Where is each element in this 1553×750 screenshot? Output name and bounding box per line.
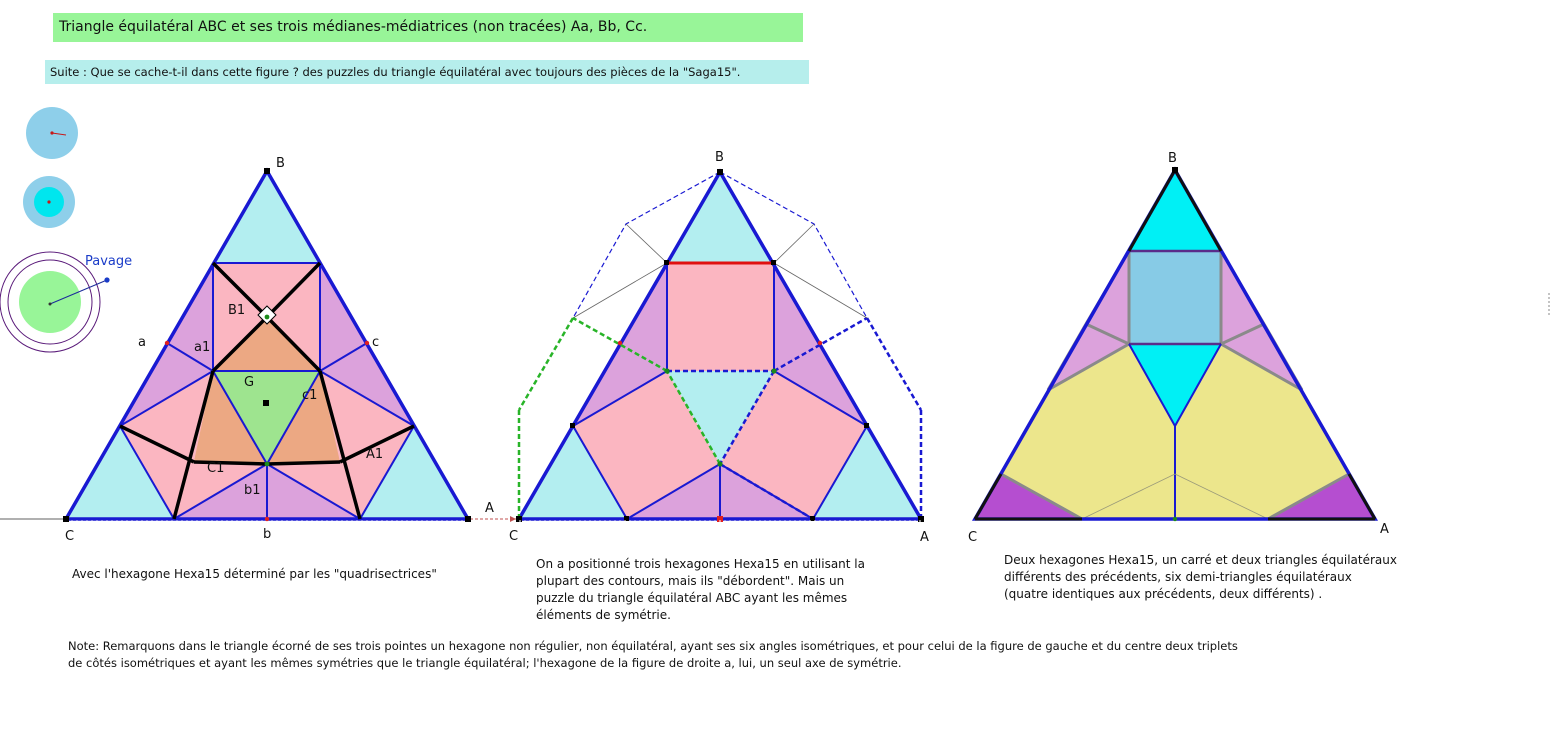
pavage-label: Pavage	[85, 254, 133, 269]
middle-caption	[536, 556, 876, 624]
label-b: b	[263, 527, 272, 542]
label-C-mid: C	[509, 529, 519, 544]
label-A-mid: A	[920, 530, 929, 545]
right-caption-line: (quatre identiques aux précédents, deux différents) .	[1004, 587, 1323, 601]
tool-slider-red[interactable]	[26, 107, 78, 159]
label-B-mid: B	[715, 150, 724, 165]
corner-triangle-B	[213, 171, 320, 263]
note-line: de côtés isométriques et ayant les mêmes symétries que le triangle équilatéral; l'hexagone de la figure de droite a, lui, un seul axe de symétrie.	[68, 656, 902, 670]
note	[68, 638, 1368, 672]
page-subtitle: Suite : Que se cache-t-il dans cette figure ? des puzzles du triangle équilatéral avec toujours des pièces de la "Saga15".	[45, 60, 809, 84]
middle-triangle-figure	[509, 150, 929, 545]
label-B: B	[276, 156, 285, 171]
label-C: C	[65, 529, 75, 544]
label-C-right: C	[968, 530, 978, 545]
middle-caption-line: On a positionné trois hexagones Hexa15 en utilisant la	[536, 557, 865, 571]
label-A1: A1	[366, 447, 384, 462]
right-caption	[1004, 552, 1424, 603]
left-triangle-figure	[63, 156, 494, 544]
label-B-right: B	[1168, 151, 1177, 166]
page-title: Triangle équilatéral ABC et ses trois médianes-médiatrices (non tracées) Aa, Bb, Cc.	[53, 13, 803, 42]
label-A-right: A	[1380, 522, 1389, 537]
label-B1: B1	[228, 303, 246, 318]
label-a: a	[138, 335, 146, 350]
label-c: c	[372, 335, 380, 350]
middle-caption-line: éléments de symétrie.	[536, 608, 671, 622]
label-C1: C1	[207, 461, 225, 476]
note-line: Note: Remarquons dans le triangle écorné de ses trois pointes un hexagone non régulier, non équilatéral, ayant ses six angles isométriques, et pour celui de la figure de gauche et du centre deux triplets	[68, 639, 1238, 653]
middle-caption-line: puzzle du triangle équilatéral ABC ayant les mêmes	[536, 591, 848, 605]
tool-slider-cyan[interactable]	[23, 176, 75, 228]
tool-pavage[interactable]	[0, 252, 132, 352]
middle-caption-line: plupart des contours, mais ils "débordent". Mais un	[536, 574, 845, 588]
right-caption-line: Deux hexagones Hexa15, un carré et deux triangles équilatéraux	[1004, 553, 1397, 567]
label-a1: a1	[194, 340, 211, 355]
right-caption-line: différents des précédents, six demi-triangles équilatéraux	[1004, 570, 1352, 584]
left-caption: Avec l'hexagone Hexa15 déterminé par les "quadrisectrices"	[72, 567, 437, 581]
label-b1: b1	[244, 483, 261, 498]
label-A: A	[485, 501, 494, 516]
translation-arrow	[510, 516, 516, 522]
label-G: G	[244, 375, 255, 390]
right-triangle-figure	[968, 151, 1389, 545]
label-c1: c1	[302, 388, 318, 403]
